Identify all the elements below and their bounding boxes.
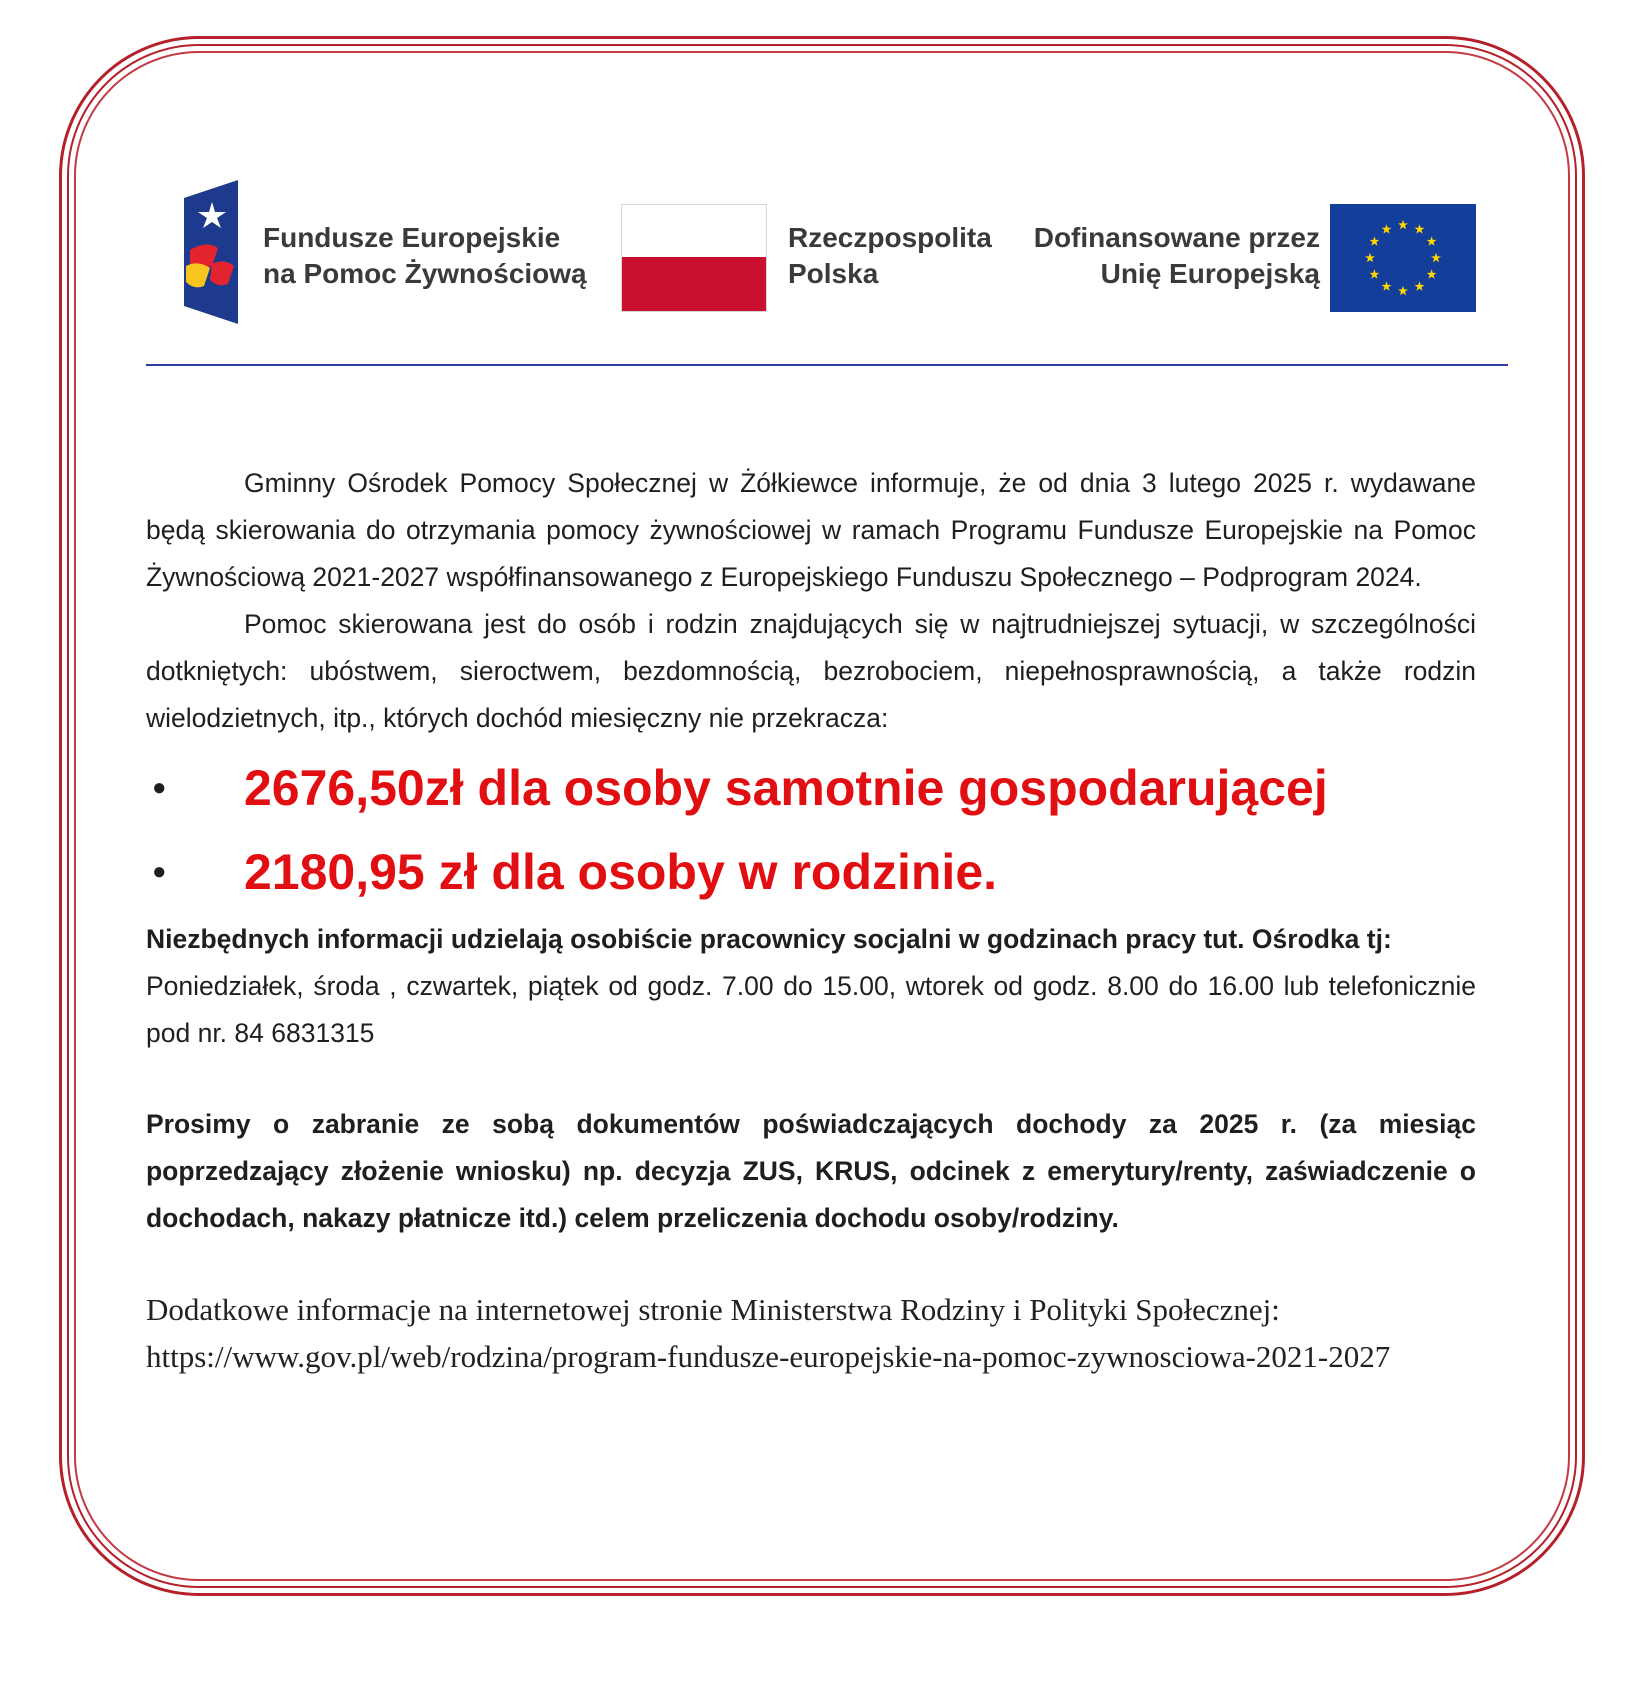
rp-line2: Polska (788, 258, 879, 289)
income-limit-family: 2180,95 zł dla osoby w rodzinie. (244, 844, 998, 900)
more-info-text: Dodatkowe informacje na internetowej stronie Ministerstwa Rodziny i Polityki Społecznej: (146, 1292, 1280, 1327)
income-limits-list (146, 746, 1476, 914)
paragraph-eligibility: Pomoc skierowana jest do osób i rodzin znajdujących się w najtrudniejszej sytuacji, w szczególności dotkniętych: ubóstwem, sieroctwem, bezdomnością, bezrobociem, niepełnosprawnością, a także rodzin wielodzietnych, itp., których dochód miesięczny nie przekracza: (146, 609, 1476, 733)
fe-line1: Fundusze Europejskie (263, 222, 561, 253)
eu-flag-icon (1330, 204, 1476, 312)
documents-note: Prosimy o zabranie ze sobą dokumentów poświadczających dochody za 2025 r. (za miesiąc poprzedzający złożenie wniosku) np. decyzja ZUS, KRUS, odcinek z emerytury/renty, zaświadczenie o dochodach, nakazy płatnicze itd.) celem przeliczenia dochodu osoby/rodziny. (146, 1109, 1476, 1233)
income-limit-single: 2676,50zł dla osoby samotnie gospodarującej (244, 760, 1328, 816)
announcement-body (146, 460, 1476, 1380)
ministry-url-link[interactable]: https://www.gov.pl/web/rodzina/program-fundusze-europejskie-na-pomoc-zywnosciowa-2021-2027 (146, 1339, 1391, 1374)
fe-line2: na Pomoc Żywnościową (263, 258, 587, 289)
rp-line1: Rzeczpospolita (788, 222, 992, 253)
ue-line1: Dofinansowane przez (1033, 222, 1320, 253)
bullet-icon: ● (152, 858, 167, 885)
list-item (146, 830, 1476, 914)
paragraph-intro: Gminny Ośrodek Pomocy Społecznej w Żółkiewce informuje, że od dnia 3 lutego 2025 r. wydawane będą skierowania do otrzymania pomocy żywnościowej w ramach Programu Fundusze Europejskie na Pomoc Żywnościową 2021-2027 współfinansowanego z Europejskiego Funduszu Społecznego – Podprogram 2024. (146, 468, 1476, 592)
polish-flag-icon (621, 204, 767, 312)
ue-logo-text (1034, 220, 1320, 292)
bullet-icon: ● (152, 774, 167, 801)
fe-logo-text (263, 220, 587, 292)
logo-bar (170, 180, 1485, 330)
fundusze-europejskie-logo-icon (176, 180, 246, 324)
divider-line (146, 364, 1508, 366)
rp-logo-text (788, 220, 992, 292)
ue-line2: Unię Europejską (1100, 258, 1320, 289)
list-item (146, 746, 1476, 830)
hours-text: Poniedziałek, środa , czwartek, piątek od godz. 7.00 do 15.00, wtorek od godz. 8.00 do 16.00 lub telefonicznie pod nr. 84 6831315 (146, 971, 1476, 1048)
hours-heading: Niezbędnych informacji udzielają osobiście pracownicy socjalni w godzinach pracy tut. Ośrodka tj: (146, 924, 1392, 954)
